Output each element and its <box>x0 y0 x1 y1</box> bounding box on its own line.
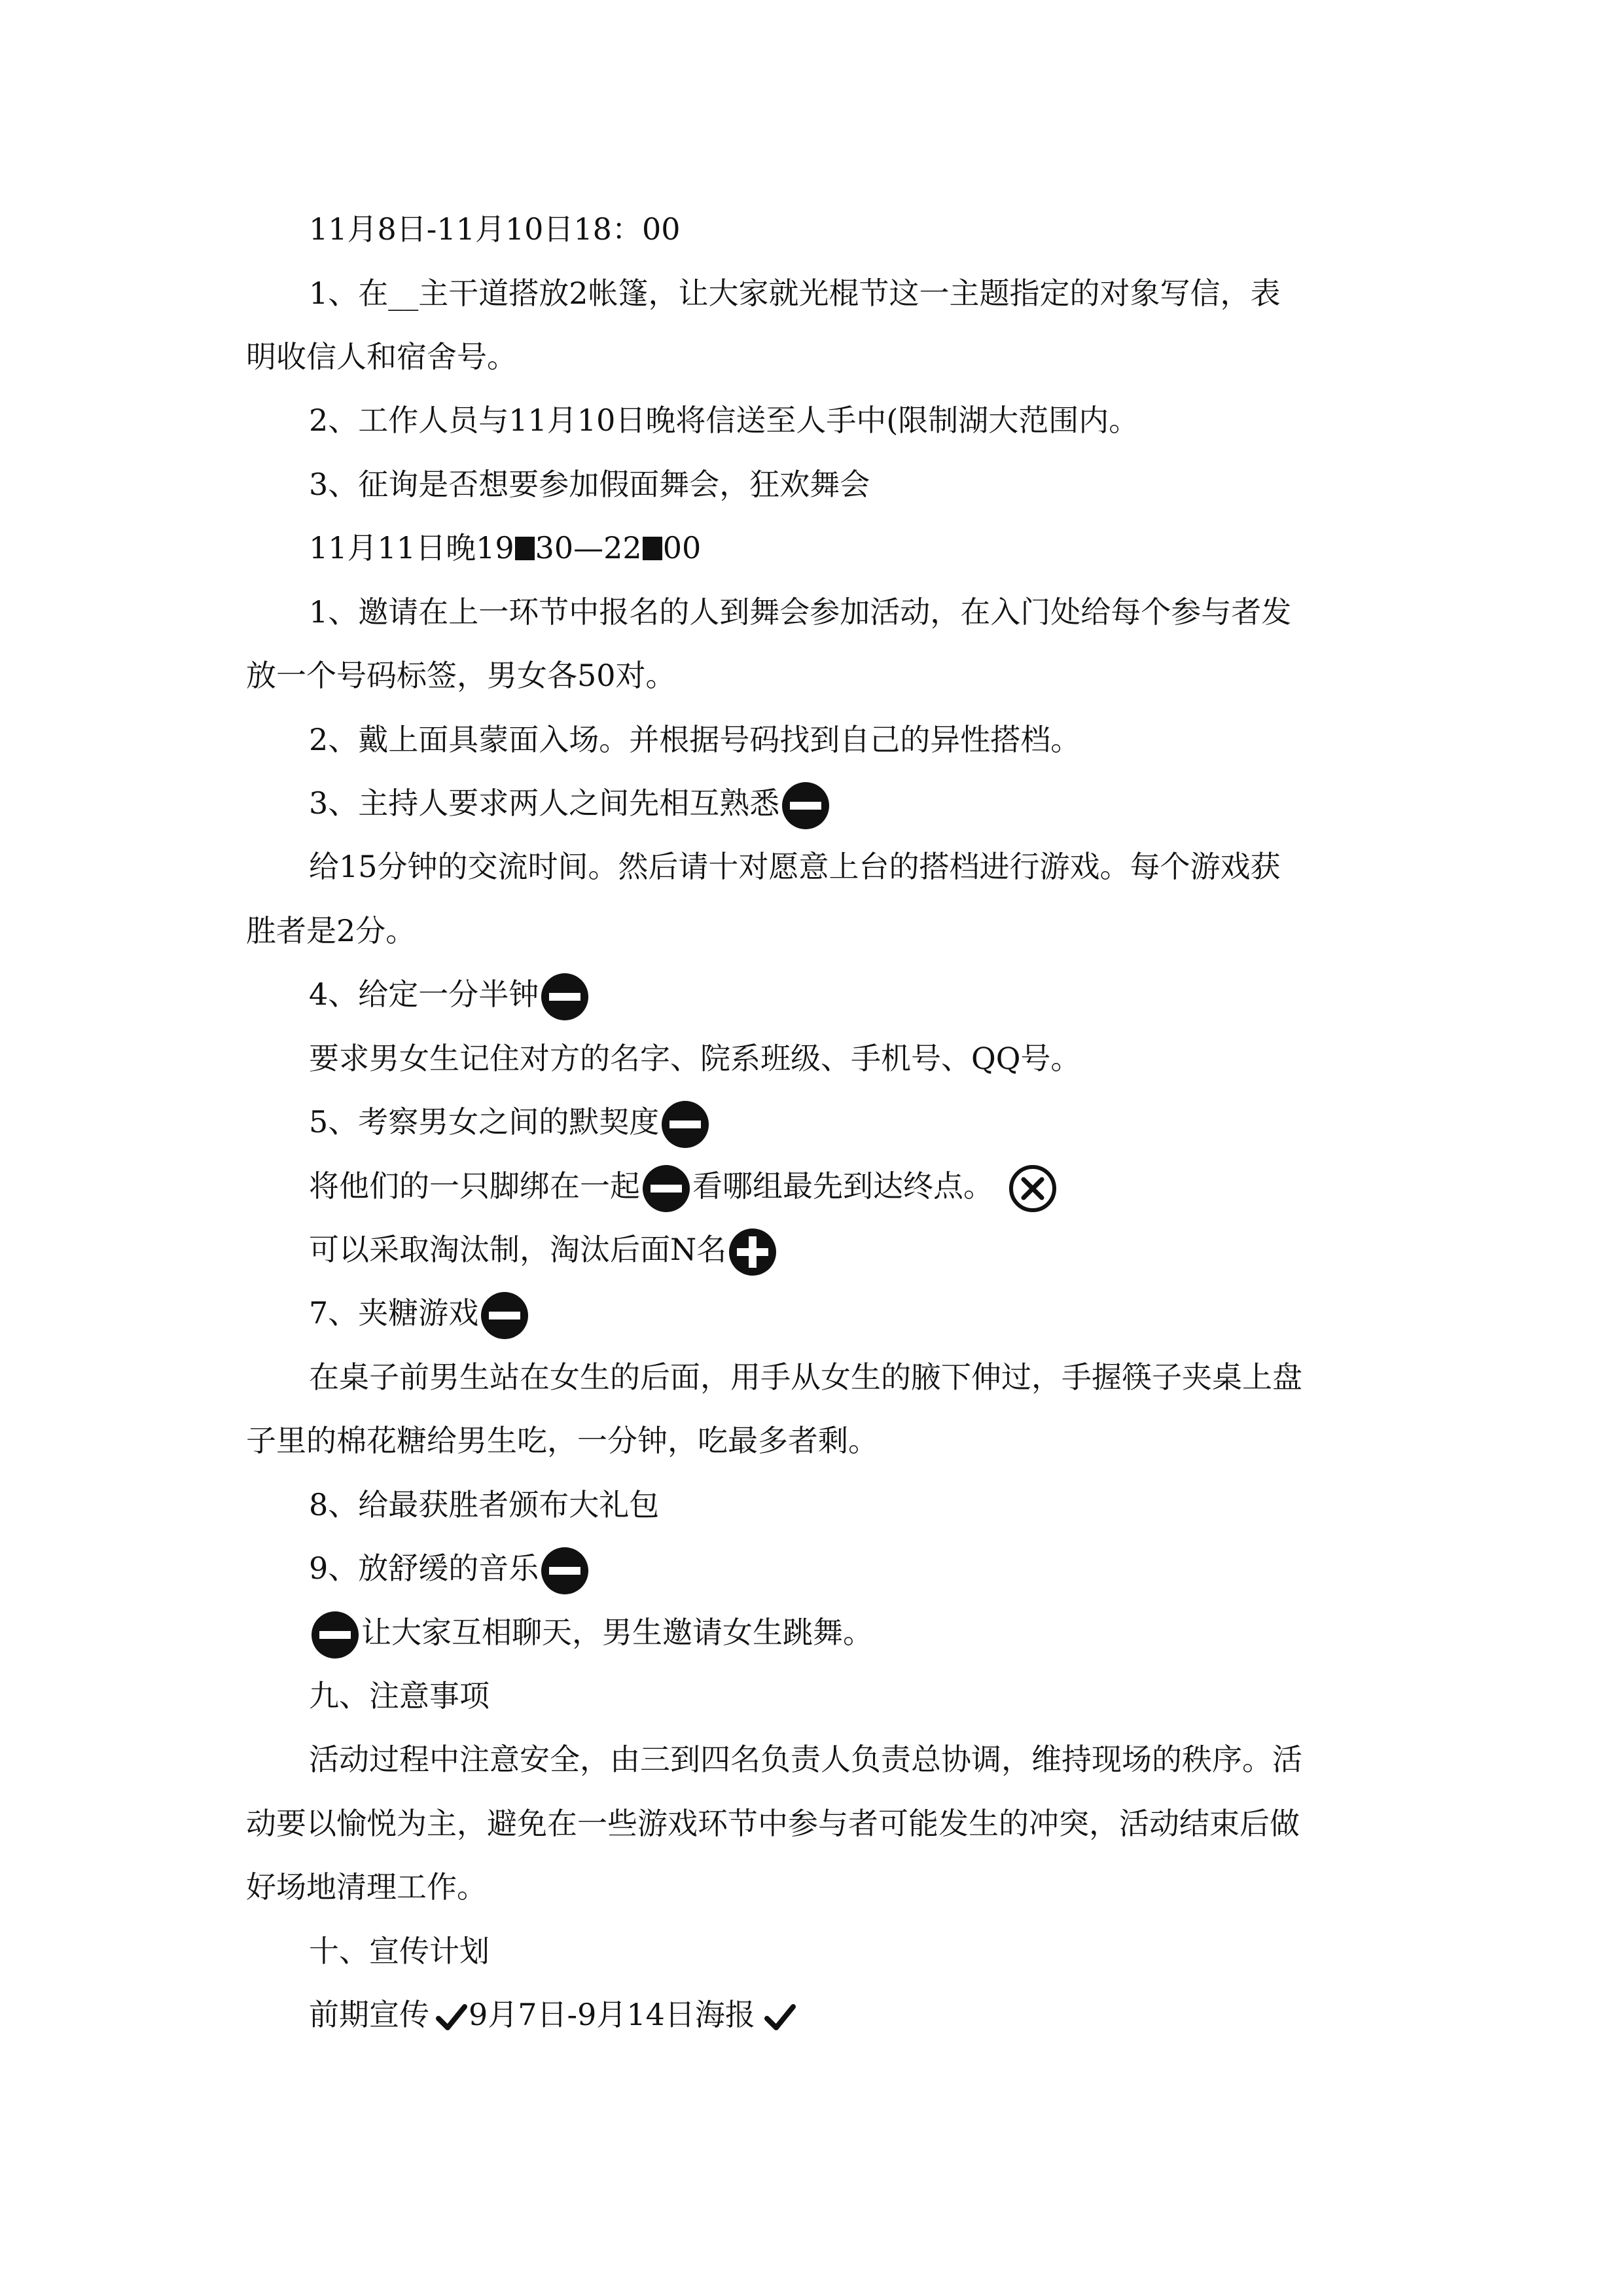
text-line <box>0 1861 1623 1913</box>
time-text: 00 <box>662 530 702 565</box>
text-line <box>0 1733 1623 1785</box>
minus-circle-icon <box>310 1610 360 1660</box>
paragraph-text: 给15分钟的交流时间。然后请十对愿意上台的搭档进行游戏。每个游戏获 <box>309 849 1281 884</box>
time-text: 11月11日晚19 <box>309 530 514 565</box>
text-line <box>0 1542 1623 1594</box>
date-range: 11月8日-11月10日18：00 <box>309 211 681 247</box>
paragraph-text: 3、主持人要求两人之间先相互熟悉 <box>309 785 780 821</box>
plus-circle-icon <box>728 1227 777 1277</box>
section-heading: 九、注意事项 <box>309 1678 490 1713</box>
text-line <box>0 1925 1623 1977</box>
black-square <box>515 537 535 560</box>
paragraph-text: 9、放舒缓的音乐 <box>309 1551 539 1586</box>
section-heading: 十、宣传计划 <box>309 1933 490 1969</box>
check-icon <box>763 2000 797 2034</box>
text-line <box>0 1096 1623 1148</box>
text-line <box>0 1797 1623 1850</box>
paragraph-text: 可以采取淘汰制，淘汰后面N名 <box>309 1232 727 1267</box>
text-line <box>0 1287 1623 1339</box>
time-text: 30—22 <box>535 530 642 565</box>
text-line <box>0 203 1623 255</box>
text-line <box>0 1414 1623 1467</box>
paragraph-text: 动要以愉悦为主，避免在一些游戏环节中参与者可能发生的冲突，活动结束后做 <box>246 1806 1300 1841</box>
text-line <box>0 1479 1623 1531</box>
minus-circle-icon <box>660 1100 710 1149</box>
x-circle-icon <box>1008 1164 1058 1213</box>
text-line <box>0 331 1623 383</box>
text-line <box>0 713 1623 766</box>
minus-circle-icon <box>480 1291 529 1340</box>
paragraph-text: 明收信人和宿舍号。 <box>246 339 517 374</box>
minus-circle-icon <box>781 781 830 831</box>
paragraph-text: 前期宣传 <box>309 1997 429 2032</box>
paragraph-text: 2、工作人员与11月10日晚将信送至人手中(限制湖大范围内。 <box>309 403 1139 438</box>
text-line <box>0 1032 1623 1085</box>
text-line <box>0 649 1623 702</box>
text-line <box>0 1160 1623 1212</box>
paragraph-text: 9月7日-9月14日海报 <box>469 1997 755 2032</box>
text-line <box>0 968 1623 1020</box>
minus-circle-icon <box>540 1546 590 1596</box>
paragraph-text: 7、夹糖游戏 <box>309 1295 479 1331</box>
text-line <box>0 458 1623 511</box>
text-line <box>0 1670 1623 1722</box>
paragraph-text: 子里的棉花糖给男生吃，一分钟，吃最多者剩。 <box>246 1423 878 1458</box>
paragraph-text: 在桌子前男生站在女生的后面，用手从女生的腋下伸过，手握筷子夹桌上盘 <box>309 1359 1302 1395</box>
paragraph-text: 将他们的一只脚绑在一起 <box>309 1168 640 1204</box>
text-line <box>0 586 1623 638</box>
text-line <box>0 1351 1623 1403</box>
black-square <box>643 537 662 560</box>
paragraph-text: 要求男女生记住对方的名字、院系班级、手机号、QQ号。 <box>309 1041 1081 1076</box>
text-line <box>0 777 1623 829</box>
paragraph-text: 4、给定一分半钟 <box>309 977 539 1012</box>
text-line <box>0 522 1623 574</box>
paragraph-text: 放一个号码标签，男女各50对。 <box>246 658 676 693</box>
paragraph-text: 1、在__主干道搭放2帐篷，让大家就光棍节这一主题指定的对象写信，表 <box>309 276 1281 311</box>
text-line <box>0 394 1623 446</box>
paragraph-text: 3、征询是否想要参加假面舞会，狂欢舞会 <box>309 467 870 502</box>
text-line <box>0 905 1623 957</box>
minus-circle-icon <box>540 972 590 1022</box>
check-icon <box>435 2000 469 2034</box>
paragraph-text: 2、戴上面具蒙面入场。并根据号码找到自己的异性搭档。 <box>309 722 1081 757</box>
paragraph-text: 好场地清理工作。 <box>246 1869 487 1905</box>
paragraph-text: 看哪组最先到达终点。 <box>692 1168 993 1204</box>
text-line <box>0 1606 1623 1659</box>
text-line <box>0 1223 1623 1276</box>
paragraph-text: 8、给最获胜者颁布大礼包 <box>309 1487 660 1522</box>
text-line <box>0 1988 1623 2041</box>
text-line <box>0 840 1623 893</box>
paragraph-text: 活动过程中注意安全，由三到四名负责人负责总协调，维持现场的秩序。活 <box>309 1742 1302 1777</box>
paragraph-text: 1、邀请在上一环节中报名的人到舞会参加活动，在入门处给每个参与者发 <box>309 594 1292 630</box>
text-line <box>0 267 1623 319</box>
paragraph-text: 让大家互相聊天，男生邀请女生跳舞。 <box>361 1615 873 1650</box>
paragraph-text: 胜者是2分。 <box>246 913 416 948</box>
paragraph-text: 5、考察男女之间的默契度 <box>309 1104 660 1139</box>
minus-circle-icon <box>641 1164 691 1213</box>
